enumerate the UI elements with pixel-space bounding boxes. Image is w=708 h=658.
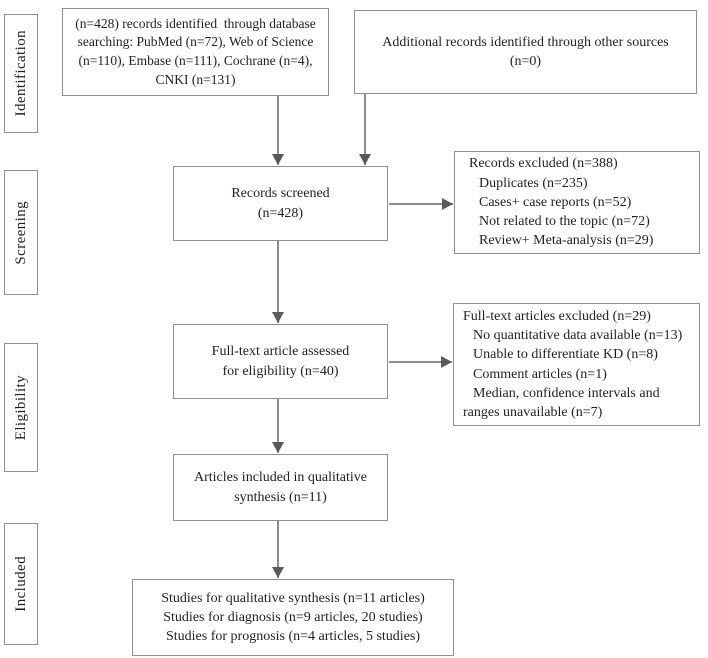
arrow-screened-to-excluded (389, 203, 453, 205)
arrow-additional-to-screened (364, 94, 366, 165)
box-text-line: Cases+ case reports (n=52) (479, 194, 632, 210)
stage-identification (4, 14, 38, 133)
stage-included (4, 523, 38, 645)
box-fulltext-excluded (453, 303, 700, 426)
box-text-line: searching: PubMed (n=72), Web of Science (77, 34, 314, 50)
box-additional-records (354, 10, 697, 94)
box-text-line: Records screened (231, 186, 330, 202)
arrow-fulltext-to-excluded (389, 361, 452, 363)
arrow-fulltext-to-qualitative (277, 399, 279, 453)
box-qualitative-included (173, 454, 388, 521)
box-text-line: Articles included in qualitative (193, 470, 367, 486)
stage-eligibility-label: Eligibility (12, 374, 29, 441)
box-text-line: CNKI (n=131) (155, 71, 236, 87)
box-records-excluded (454, 151, 700, 254)
box-text-line: Duplicates (n=235) (479, 175, 588, 191)
box-text-line: Additional records identified through other sources (382, 34, 669, 50)
box-text-line: Not related to the topic (n=72) (479, 214, 650, 230)
stage-screening (4, 170, 38, 295)
box-text-line: Studies for qualitative synthesis (n=11 articles) (161, 590, 425, 606)
box-text-line: No quantitative data available (n=13) (473, 327, 683, 343)
box-text-line: (n=428) records identified through database (75, 15, 316, 31)
box-fulltext-assessed (173, 324, 388, 399)
box-text-line: Full-text article assessed (211, 344, 350, 360)
box-text-line: synthesis (n=11) (234, 489, 327, 505)
box-records-identified (62, 8, 329, 96)
box-text-line: Studies for diagnosis (n=9 articles, 20 studies) (163, 609, 423, 625)
box-text-line: (n=0) (509, 54, 542, 69)
stage-included-label: Included (12, 556, 29, 612)
stage-eligibility (4, 343, 38, 472)
arrow-screened-to-fulltext (277, 241, 279, 323)
arrow-identified-to-screened (277, 95, 279, 165)
box-records-screened (173, 166, 388, 241)
box-text-line: Review+ Meta-analysis (n=29) (479, 233, 654, 249)
box-text-line: Records excluded (n=388) (469, 156, 618, 172)
box-text-line: (n=428) (257, 205, 304, 221)
stage-screening-label: Screening (12, 200, 29, 265)
box-text-line: Median, confidence intervals and (473, 385, 660, 401)
box-text-line: Unable to differentiate KD (n=8) (473, 347, 658, 363)
box-text-line: Studies for prognosis (n=4 articles, 5 studies) (165, 629, 421, 645)
box-final-synthesis (132, 579, 454, 656)
box-text-line: Full-text articles excluded (n=29) (463, 308, 651, 324)
stage-identification-label: Identification (12, 30, 29, 117)
box-text-line: ranges unavailable (n=7) (463, 405, 603, 421)
box-text-line: for eligibility (n=40) (222, 363, 339, 379)
arrow-qualitative-to-final (277, 521, 279, 578)
box-text-line: Comment articles (n=1) (473, 366, 607, 382)
box-text-line: (n=110), Embase (n=111), Cochrane (n=4), (78, 53, 313, 68)
